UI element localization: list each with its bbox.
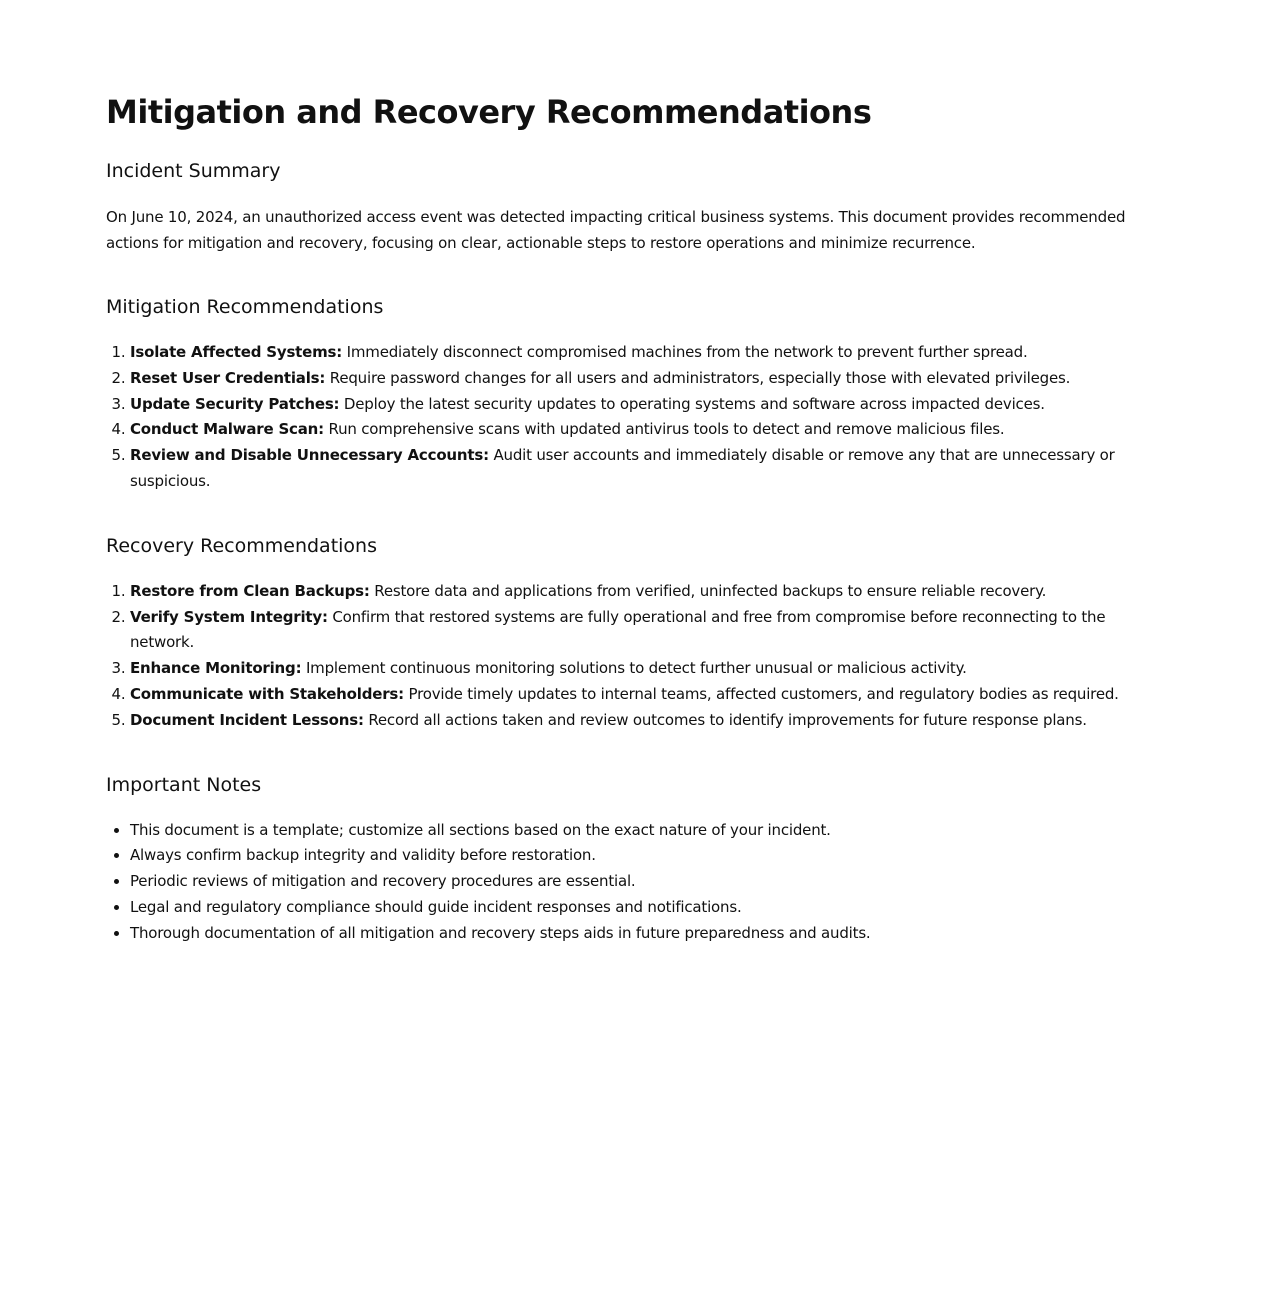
item-label: Reset User Credentials: <box>130 368 326 387</box>
page-title: Mitigation and Recovery Recommendations <box>106 93 872 131</box>
item-label: Conduct Malware Scan: <box>130 420 324 439</box>
item-label: Verify System Integrity: <box>130 607 328 626</box>
list-item <box>130 417 1172 443</box>
item-text: Run comprehensive scans with updated antivirus tools to detect and remove malicious files. <box>323 420 1005 439</box>
list-item <box>130 656 1172 682</box>
recovery-list <box>106 579 1172 734</box>
item-label: Isolate Affected Systems: <box>130 343 343 361</box>
list-item: • Periodic reviews of mitigation and recovery procedures are essential. <box>130 869 1172 895</box>
list-item <box>130 392 1172 418</box>
item-text: Implement continuous monitoring solutions to detect further unusual or malicious activity. <box>301 659 967 678</box>
incident-summary-text: On June 10, 2024, an unauthorized access event was detected impacting critical business systems. This document provides recommended actions for mitigation and recovery, focusing on clear, actionable steps to restore operations and minimize recurrence. <box>106 208 1126 252</box>
notes-list <box>106 818 1172 947</box>
item-label: Review and Disable Unnecessary Accounts: <box>130 446 489 465</box>
list-item <box>130 443 1172 495</box>
list-item <box>130 579 1172 605</box>
recovery-heading: Recovery Recommendations <box>106 534 377 557</box>
list-item <box>130 708 1172 734</box>
item-label: Restore from Clean Backups: <box>130 581 370 600</box>
item-text: Immediately disconnect compromised machines from the network to prevent further spread. <box>342 343 1028 361</box>
list-item <box>130 605 1172 657</box>
list-item: • Always confirm backup integrity and validity before restoration. <box>130 843 1172 869</box>
mitigation-heading: Mitigation Recommendations <box>106 296 384 318</box>
incident-summary-heading: Incident Summary <box>106 160 281 182</box>
mitigation-section <box>106 294 1172 495</box>
item-text: Record all actions taken and review outcomes to identify improvements for future response plans. <box>363 710 1087 729</box>
notes-heading: Important Notes <box>106 773 262 796</box>
mitigation-list <box>106 340 1172 495</box>
list-item: • Legal and regulatory compliance should guide incident responses and notifications. <box>130 895 1172 921</box>
list-item: • Thorough documentation of all mitigation and recovery steps aids in future preparedness and audits. <box>130 921 1172 947</box>
notes-section <box>106 772 1172 947</box>
item-label: Document Incident Lessons: <box>130 710 364 729</box>
incident-summary-section <box>106 158 1172 256</box>
list-item <box>130 682 1172 708</box>
item-text: Deploy the latest security updates to operating systems and software across impacted devices. <box>339 394 1045 413</box>
item-text: Require password changes for all users and administrators, especially those with elevated privileges. <box>325 368 1071 387</box>
list-item <box>130 366 1172 392</box>
item-label: Communicate with Stakeholders: <box>130 684 404 703</box>
item-text: Confirm that restored systems are fully operational and free from compromise before reconnecting to the network. <box>130 607 1106 652</box>
item-label: Enhance Monitoring: <box>130 659 302 678</box>
item-text: Audit user accounts and immediately disable or remove any that are unnecessary or suspicious. <box>130 446 1115 490</box>
item-text: Restore data and applications from verified, uninfected backups to ensure reliable recovery. <box>369 581 1047 600</box>
recovery-section <box>106 533 1172 734</box>
list-item <box>130 340 1172 366</box>
item-label: Update Security Patches: <box>130 394 340 413</box>
list-item: • This document is a template; customize all sections based on the exact nature of your incident. <box>130 818 1172 844</box>
item-text: Provide timely updates to internal teams, affected customers, and regulatory bodies as required. <box>403 684 1119 703</box>
